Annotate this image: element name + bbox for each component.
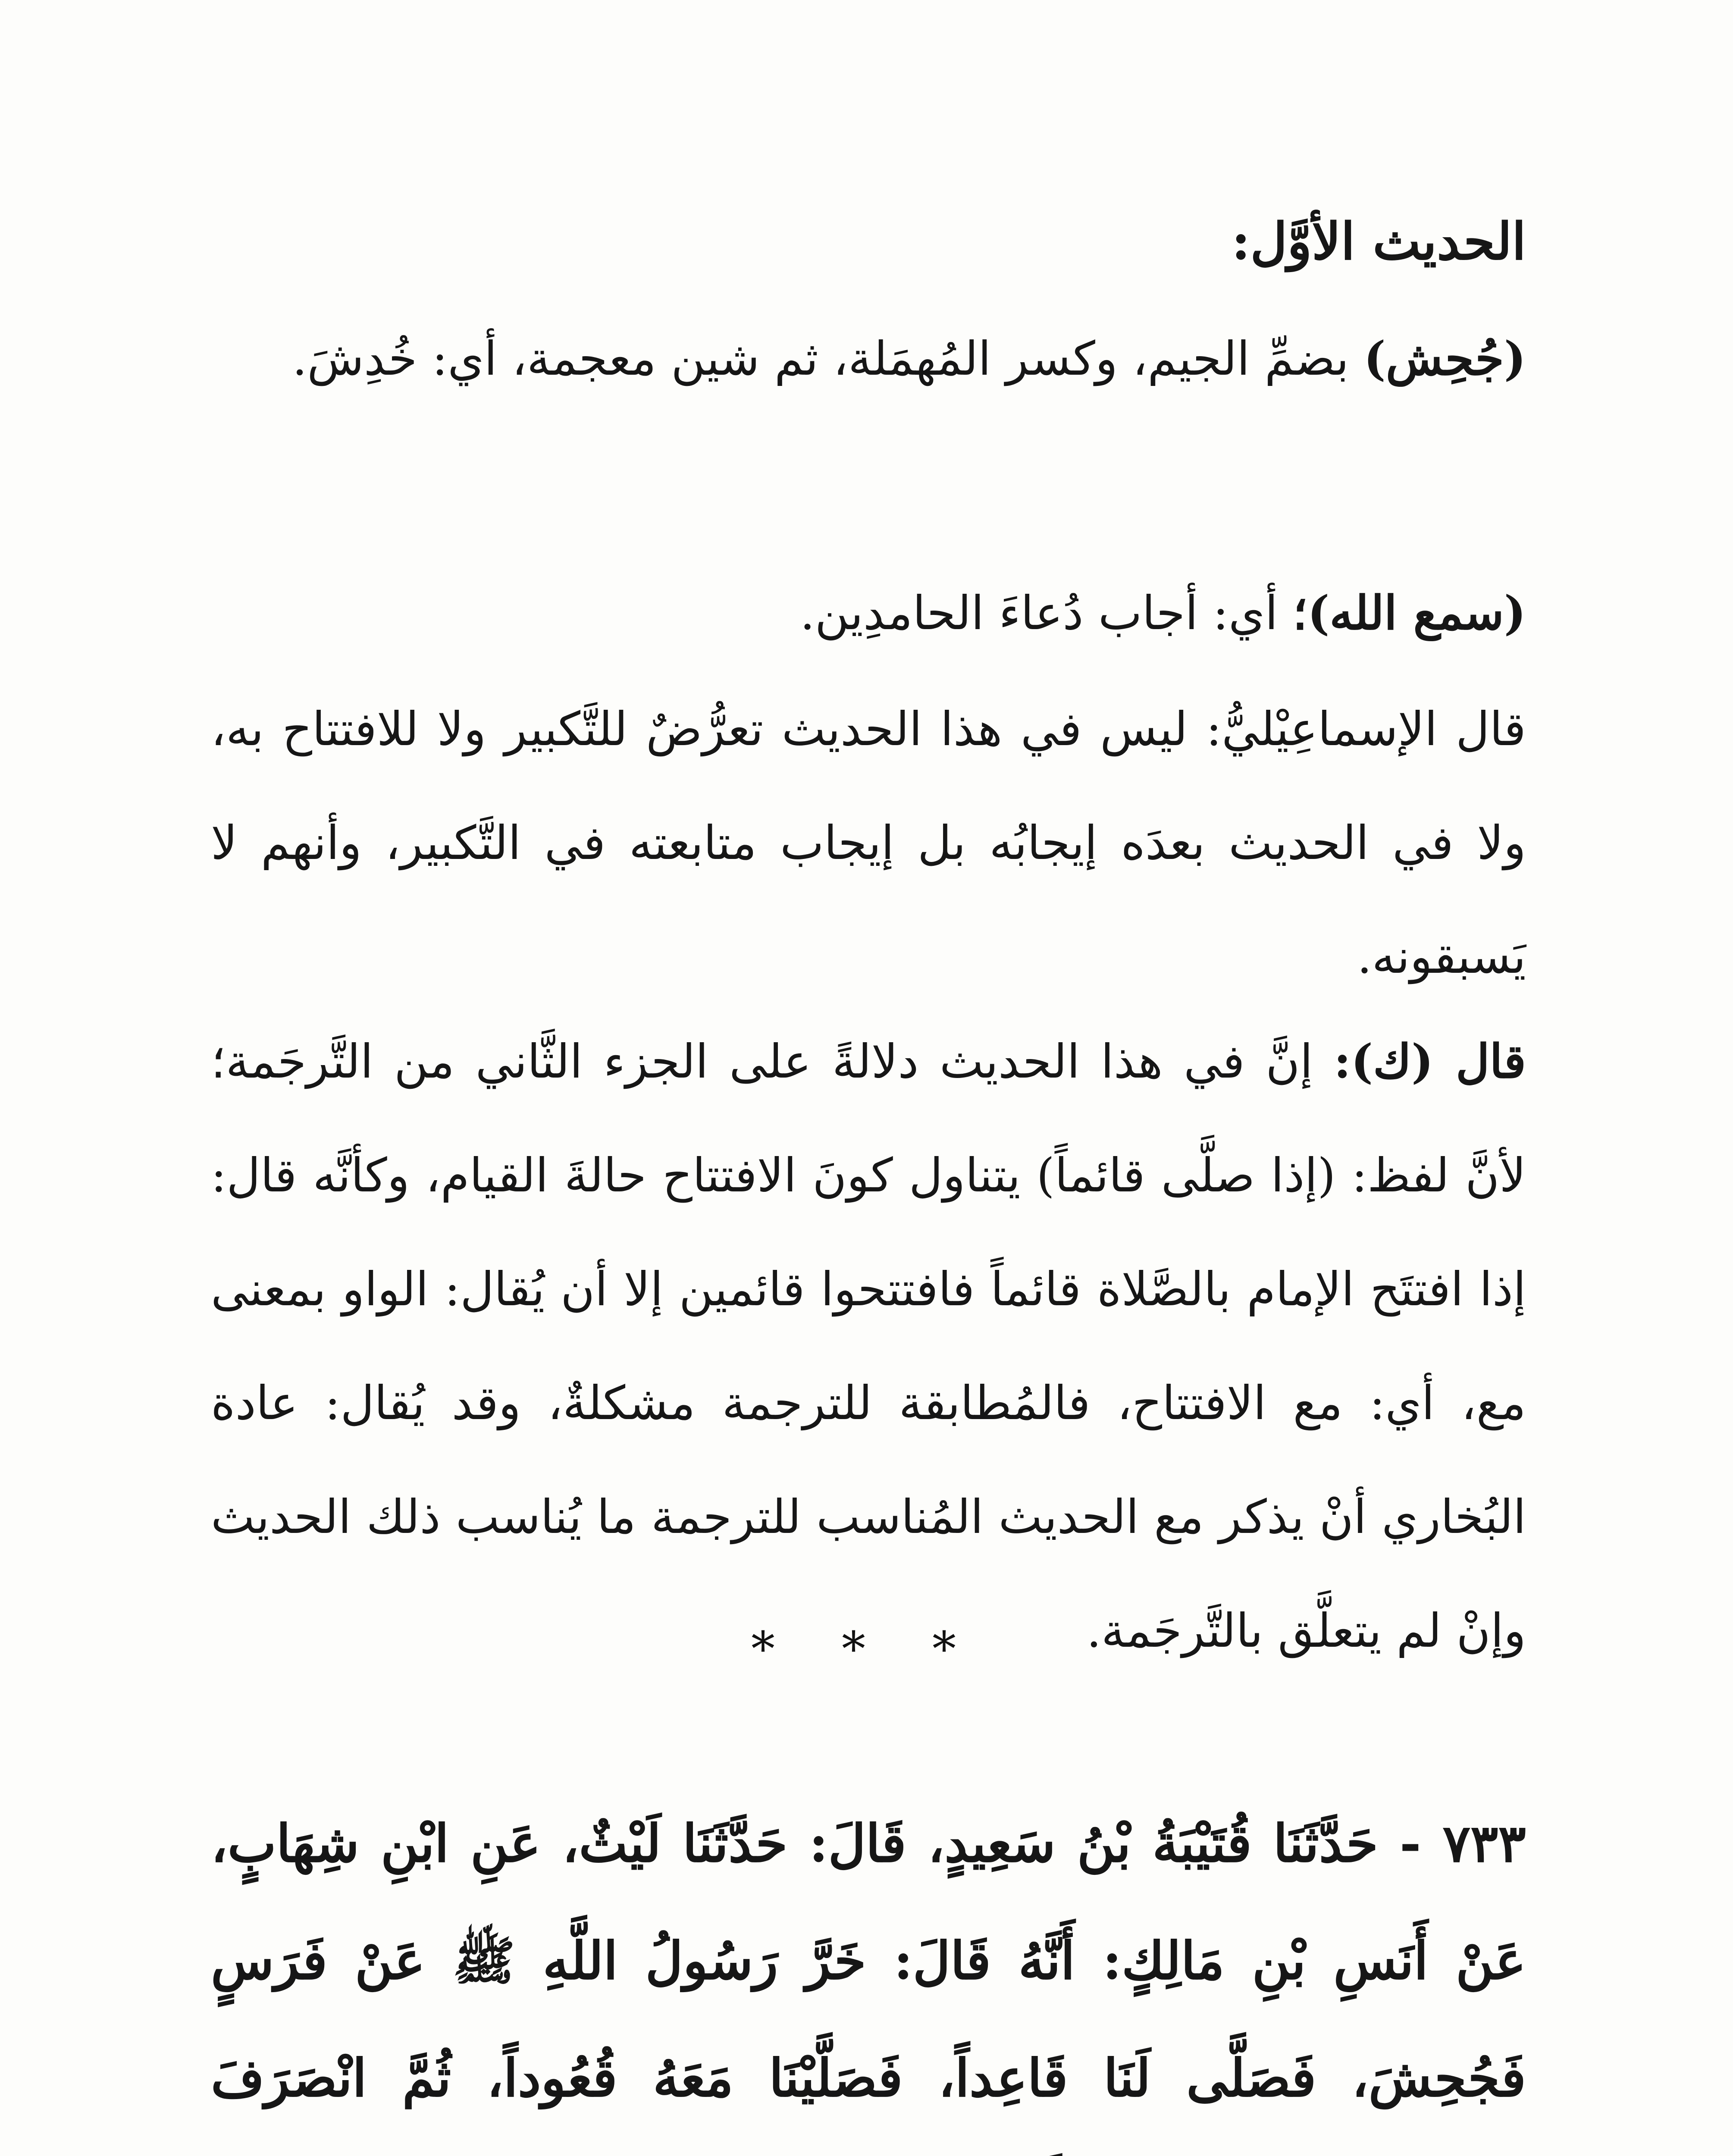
section-separator: * * * (751, 1621, 982, 1677)
paragraph-ismaili: قال الإسماعِيْليُّ: ليس في هذا الحديث تعرُّضٌ للتَّكبير ولا للافتتاح به، ولا في الحديث بعدَه إيجابُه بل إيجاب متابعته في التَّكبير، وأنهم لا يَسبقونه. (211, 702, 1526, 984)
paragraph-lead: قال (ك): (1334, 1034, 1526, 1089)
paragraph-lead: (سمع الله)؛ (1292, 586, 1526, 640)
paragraph-kirmani (211, 1005, 1526, 1688)
section-heading: الحديث الأوَّل: (1232, 211, 1526, 271)
hadith-text: ٧٣٣ - حَدَّثَنَا قُتَيْبَةُ بْنُ سَعِيدٍ، قَالَ: حَدَّثَنَا لَيْثٌ، عَنِ ابْنِ شِهَابٍ، عَنْ أَنَسِ بْنِ مَالِكٍ: أَنَّهُ قَالَ: خَرَّ رَسُولُ اللَّهِ ﷺ عَنْ فَرَسٍ فَجُحِشَ، فَصَلَّى لَنَا قَاعِداً، فَصَلَّيْنَا مَعَهُ قُعُوداً، ثُمَّ انْصَرَفَ (211, 1813, 1526, 2109)
paragraph-jahish (211, 302, 1526, 416)
paragraph-body: أي: أجاب دُعاءَ الحامدِين. (800, 586, 1293, 640)
paragraph-body: إنَّ في هذا الحديث دلالةً على الجزء الثَّاني من التَّرجَمة؛ لأنَّ لفظ: (إذا صلَّى قائماً) يتناول كونَ الافتتاح حالةَ القيام، وكأنَّه قال: إذا افتتَح الإمام بالصَّلاة قائماً فافتتحوا قائمين إلا أن يُقال: الواو بمعنى مع، أي: مع الافتتاح، فالمُطابقة للترجمة مشكلةٌ، وقد يُقال: عادة البُخاري أنْ يذكر مع الحديث المُناسب للترجمة ما يُناسب ذلك الحديث وإنْ لم يتعلَّق بالتَّرجَمة. (211, 1035, 1526, 1658)
paragraph-lead: (جُحِش) (1363, 332, 1526, 386)
paragraph-samia-allah (211, 556, 1526, 671)
paragraph-body: بضمِّ الجيم، وكسر المُهمَلة، ثم شين معجمة، أي: خُدِشَ. (292, 332, 1364, 386)
